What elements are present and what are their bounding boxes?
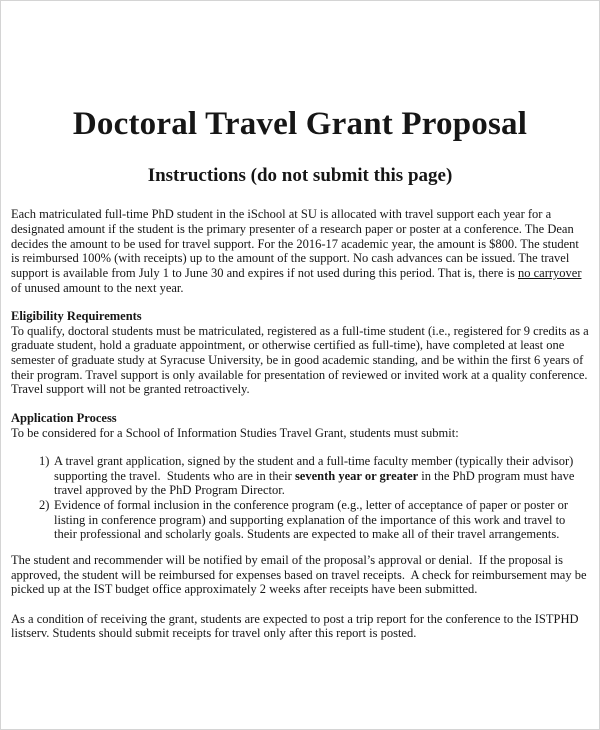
intro-text-before: Each matriculated full-time PhD student in the iSchool at SU is allocated with travel support each year for a designated amount if the student is the primary presenter of a research paper or poster at a conference. The Dean decides the amount to be used for travel support. For the 2016-17 academic year, the amount is $800. The student is reimbursed 100% (with receipts) up to the amount of the support. No cash advances can be issued. The travel support is available from July 1 to June 30 and expires if not used during this period. That is, there is: [11, 207, 582, 280]
intro-paragraph: [11, 207, 589, 295]
list-item-1-bold-text: seventh year or greater: [294, 468, 419, 483]
document-title: Doctoral Travel Grant Proposal: [72, 106, 528, 142]
condition-paragraph: As a condition of receiving the grant, students are expected to post a trip report for the conference to the ISTPHD listserv. Students should submit receipts for travel only after this report is posted.: [11, 611, 582, 641]
eligibility-heading: Eligibility Requirements: [11, 309, 142, 324]
eligibility-body: To qualify, doctoral students must be matriculated, registered as a full-time student (i.e., registered for 9 credits as a graduate student, hold a graduate appointment, or otherwise certified as full-time), have completed at least one semester of graduate study at Syracuse University, be in good academic standing, and be within the first 6 years of their program. Travel support is only available for presentation of reviewed or invited work at a quality conference. Travel support will not be granted retroactively.: [11, 323, 594, 397]
application-intro: To be considered for a School of Information Studies Travel Grant, students must submit:: [11, 425, 459, 440]
application-section: [11, 411, 589, 542]
list-item-1-text: [54, 454, 578, 497]
document-content: [1, 105, 599, 641]
intro-underlined-text: no carryover: [517, 265, 582, 280]
approval-paragraph: The student and recommender will be notified by email of the proposal’s approval or denial. If the proposal is approved, the student will be reimbursed for expenses based on travel receipts. A check for reimbursement may be picked up at the IST budget office approximately 2 weeks after receipts have been submitted.: [11, 552, 590, 597]
list-item-1: [11, 454, 589, 498]
document-subtitle: Instructions (do not submit this page): [147, 164, 453, 186]
list-item-1-number: 1): [39, 454, 50, 469]
list-item-2: [11, 498, 589, 542]
intro-text-after: of unused amount to the next year.: [11, 265, 585, 295]
list-item-2-text: Evidence of formal inclusion in the conference program (e.g., letter of acceptance of paper or poster or listing in conference program) and supporting explanation of the importance of this work and travel to their professional and scholarly goals. Students are expected to make all of their travel arrangements.: [54, 498, 572, 542]
list-item-2-number: 2): [39, 498, 50, 513]
list-item-1-text-before: A travel grant application, signed by the student and a full-time faculty member (typically their advisor) supporting the travel. Students who are in their: [54, 454, 577, 483]
application-list: [11, 454, 589, 542]
eligibility-section: [11, 309, 594, 397]
application-heading: Application Process: [11, 410, 117, 425]
list-item-1-text-after: in the PhD program must have travel approved by the PhD Program Director.: [54, 468, 578, 498]
